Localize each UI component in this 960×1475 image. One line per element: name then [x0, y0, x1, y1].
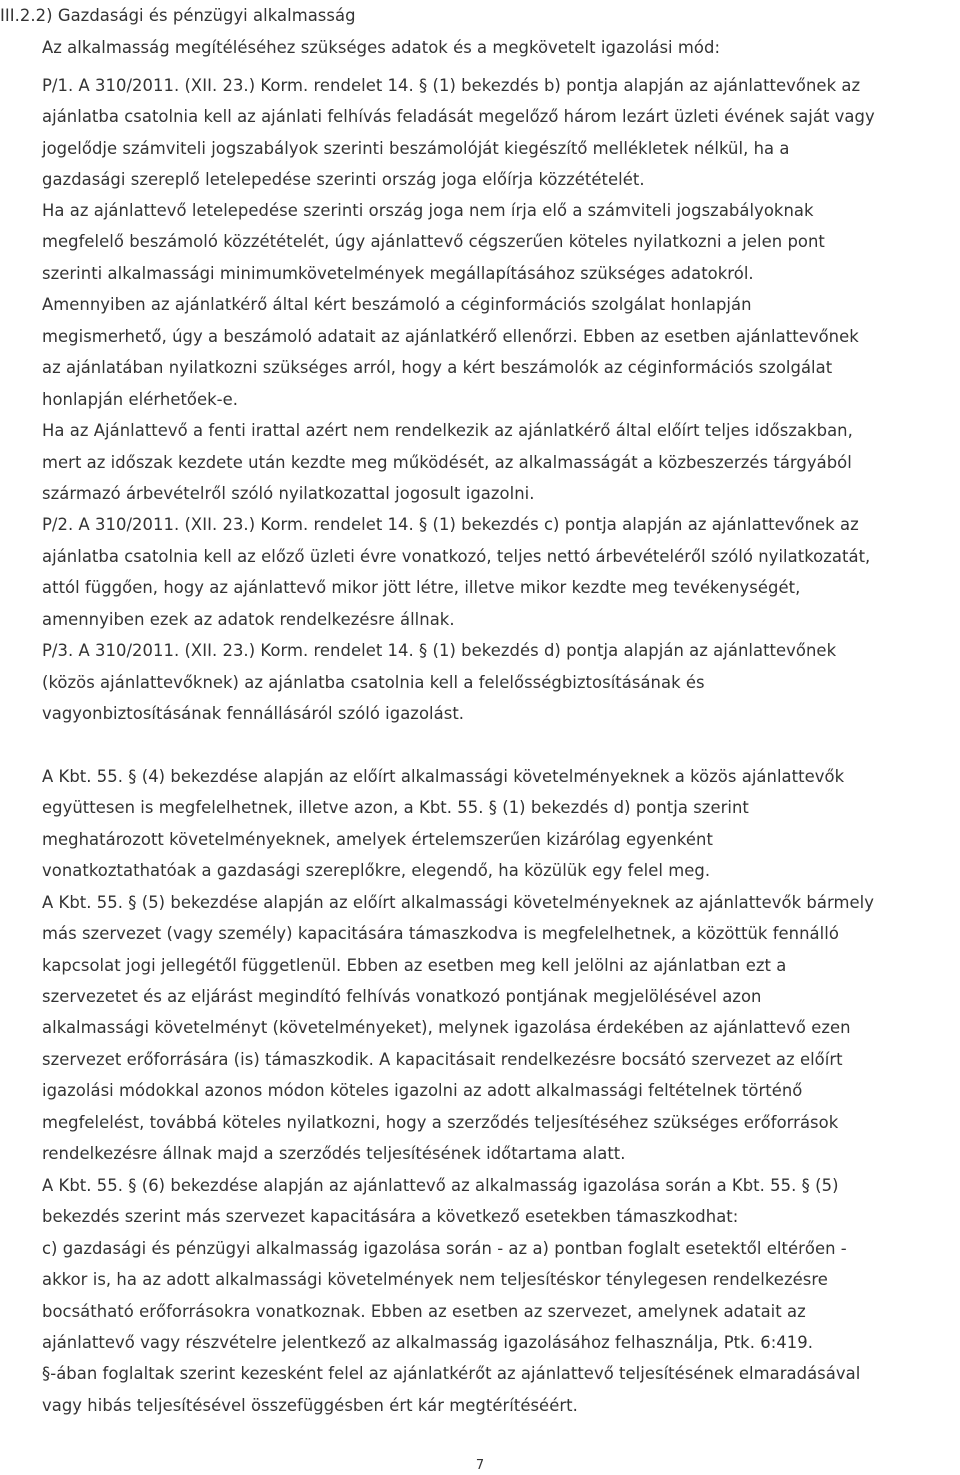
text-line: (közös ajánlattevőknek) az ajánlatba csatolnia kell a felelősségbiztosításának és — [42, 673, 705, 692]
text-line: vonatkoztathatóak a gazdasági szereplőkre, elegendő, ha közülük egy felel meg. — [42, 861, 711, 880]
text-line: kapcsolat jogi jellegétől függetlenül. Ebben az esetben meg kell jelölni az ajánlatban ezt a — [42, 956, 787, 975]
text-line: szervezet erőforrására (is) támaszkodik. A kapacitásait rendelkezésre bocsátó szervezet az előírt — [42, 1050, 843, 1069]
text-line: szervezetet és az eljárást megindító felhívás vonatkozó pontjának megjelölésével azon — [42, 987, 762, 1006]
text-line: A Kbt. 55. § (4) bekezdése alapján az előírt alkalmassági követelményeknek a közös ajánlattevők — [42, 767, 845, 786]
text-line: megismerhető, úgy a beszámoló adatait az ajánlatkérő ellenőrzi. Ebben az esetben ajánlattevőnek — [42, 327, 859, 346]
text-line: A Kbt. 55. § (6) bekezdése alapján az ajánlattevő az alkalmasság igazolása során a Kbt. 55. § (5) — [42, 1176, 839, 1195]
section-heading: III.2.2) Gazdasági és pénzügyi alkalmasság — [0, 6, 356, 25]
text-line: P/2. A 310/2011. (XII. 23.) Korm. rendelet 14. § (1) bekezdés c) pontja alapján az ajánlattevőnek az — [42, 515, 859, 534]
text-line: amennyiben ezek az adatok rendelkezésre állnak. — [42, 610, 455, 629]
text-line: P/1. A 310/2011. (XII. 23.) Korm. rendelet 14. § (1) bekezdés b) pontja alapján az ajánlattevőnek az — [42, 76, 861, 95]
text-line: Amennyiben az ajánlatkérő által kért beszámoló a céginformációs szolgálat honlapján — [42, 295, 752, 314]
text-line: igazolási módokkal azonos módon köteles igazolni az adott alkalmassági feltételnek történő — [42, 1081, 803, 1100]
text-line: származó árbevételről szóló nyilatkozattal jogosult igazolni. — [42, 484, 535, 503]
text-line: az ajánlatában nyilatkozni szükséges arról, hogy a kért beszámolók az céginformációs szolgálat — [42, 358, 833, 377]
text-line: gazdasági szereplő letelepedése szerinti ország joga előírja közzétételét. — [42, 170, 645, 189]
text-line: A Kbt. 55. § (5) bekezdése alapján az előírt alkalmassági követelményeknek az ajánlattevők bármely — [42, 893, 874, 912]
page-number: 7 — [475, 1458, 485, 1473]
text-line: bocsátható erőforrásokra vonatkoznak. Ebben az esetben az szervezet, amelynek adatait az — [42, 1302, 806, 1321]
text-line: szerinti alkalmassági minimumkövetelmények megállapításához szükséges adatokról. — [42, 264, 754, 283]
text-line: ajánlatba csatolnia kell az ajánlati felhívás feladását megelőző három lezárt üzleti évének saját vagy — [42, 107, 875, 126]
text-line: vagyonbiztosításának fennállásáról szóló igazolást. — [42, 704, 465, 723]
text-line: mert az időszak kezdete után kezdte meg működését, az alkalmasságát a közbeszerzés tárgyából — [42, 453, 852, 472]
text-line: ajánlattevő vagy részvételre jelentkező az alkalmasság igazolásához felhasználja, Ptk. 6:419. — [42, 1333, 813, 1352]
text-line: P/3. A 310/2011. (XII. 23.) Korm. rendelet 14. § (1) bekezdés d) pontja alapján az ajánlattevőnek — [42, 641, 837, 660]
text-line: vagy hibás teljesítésével összefüggésben ért kár megtérítéséért. — [42, 1396, 578, 1415]
text-line: együttesen is megfelelhetnek, illetve azon, a Kbt. 55. § (1) bekezdés d) pontja szerint — [42, 798, 749, 817]
text-line: ajánlatba csatolnia kell az előző üzleti évre vonatkozó, teljes nettó árbevételéről szóló nyilatkozatát, — [42, 547, 871, 566]
text-line: megfelelő beszámoló közzétételét, úgy ajánlattevő cégszerűen köteles nyilatkozni a jelen pont — [42, 232, 825, 251]
text-line: bekezdés szerint más szervezet kapacitására a következő esetekben támaszkodhat: — [42, 1207, 739, 1226]
text-line: c) gazdasági és pénzügyi alkalmasság igazolása során - az a) pontban foglalt esetektől eltérően - — [42, 1239, 847, 1258]
text-line: honlapján elérhetőek-e. — [42, 390, 239, 409]
text-line: jogelődje számviteli jogszabályok szerinti beszámolóját kiegészítő mellékletek nélkül, ha a — [42, 139, 790, 158]
text-line: alkalmassági követelményt (követelményeket), melynek igazolása érdekében az ajánlattevő ezen — [42, 1018, 851, 1037]
text-line: megfelelést, továbbá köteles nyilatkozni, hogy a szerződés teljesítéséhez szükséges erőforrások — [42, 1113, 839, 1132]
text-line: Az alkalmasság megítéléséhez szükséges adatok és a megkövetelt igazolási mód: — [42, 38, 721, 57]
text-line: rendelkezésre állnak majd a szerződés teljesítésének időtartama alatt. — [42, 1144, 626, 1163]
text-line: meghatározott követelményeknek, amelyek értelemszerűen kizárólag egyenként — [42, 830, 713, 849]
text-line: Ha az ajánlattevő letelepedése szerinti ország joga nem írja elő a számviteli jogszabályoknak — [42, 201, 814, 220]
text-line: más szervezet (vagy személy) kapacitására támaszkodva is megfelelhetnek, a közöttük fennálló — [42, 924, 839, 943]
text-line: Ha az Ajánlattevő a fenti irattal azért nem rendelkezik az ajánlatkérő által előírt teljes időszakban, — [42, 421, 853, 440]
text-line: §-ában foglaltak szerint kezesként felel az ajánlatkérőt az ajánlattevő teljesítésének elmaradásával — [42, 1364, 861, 1383]
text-line: attól függően, hogy az ajánlattevő mikor jött létre, illetve mikor kezdte meg tevékenységét, — [42, 578, 801, 597]
text-line: akkor is, ha az adott alkalmassági követelmények nem teljesítéskor ténylegesen rendelkezésre — [42, 1270, 828, 1289]
